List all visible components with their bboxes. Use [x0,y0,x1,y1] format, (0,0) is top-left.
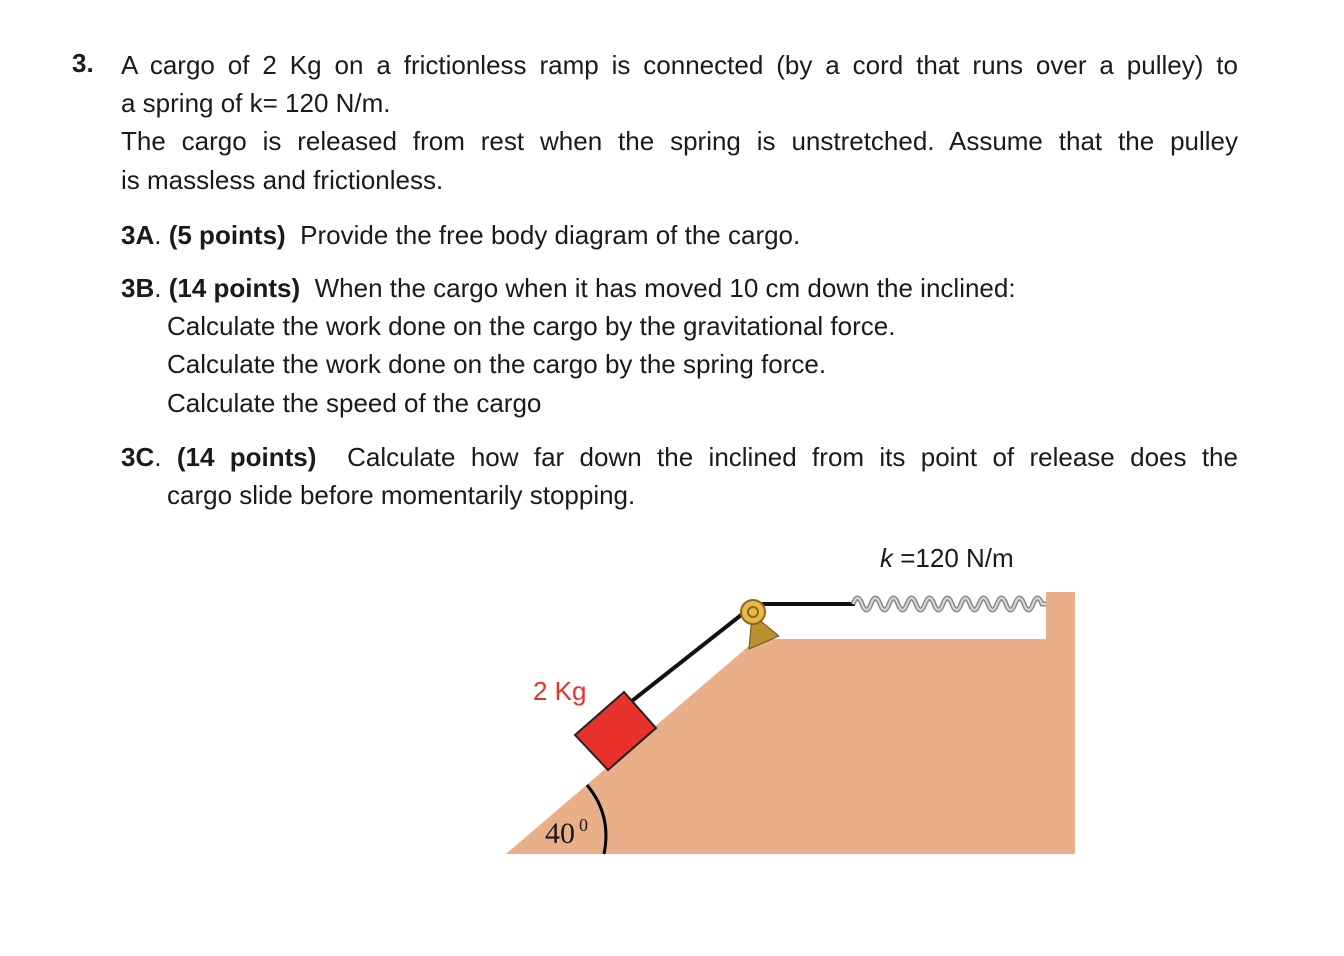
part-3c-points: (14 points) [176,442,317,472]
question-number: 3. [72,48,94,78]
part-3b-label: 3B [121,273,155,303]
part-3c-text: Calculate how far down the inclined from its point of release does the [347,442,1238,472]
angle-value: 40 [545,817,575,850]
part-3b-sub-3: Calculate the speed of the cargo [167,388,542,418]
part-3c-line-2: cargo slide before momentarily stopping. [167,480,636,510]
intro-line-3: The cargo is released from rest when the spring is unstretched. Assume that the pulley [121,126,1238,156]
spring-k-value: =120 N/m [893,543,1014,573]
spring-constant-label [880,543,1014,573]
part-3c-label: 3C [121,442,155,472]
part-3a-label: 3A [121,220,155,250]
part-3a-sep: . [154,220,162,250]
intro-line-1: A cargo of 2 Kg on a frictionless ramp is connected (by a cord that runs over a pulley) to [121,50,1238,80]
intro-line-2: a spring of k= 120 N/m. [121,88,391,118]
part-3b-sub-1: Calculate the work done on the cargo by the gravitational force. [167,311,896,341]
part-3b-sep: . [154,273,162,303]
mass-label: 2 Kg [533,676,587,706]
pulley-wheel [741,600,765,624]
spring [853,598,1046,610]
intro-line-4: is massless and frictionless. [121,165,444,195]
spring-k-symbol: k [880,543,893,573]
part-3c-sep: . [154,442,162,472]
part-3b-points: (14 points) [168,273,301,303]
part-3a-text: Provide the free body diagram of the cargo. [300,220,801,250]
part-3b-text: When the cargo when it has moved 10 cm down the inclined: [314,273,1016,303]
part-3b-sub-2: Calculate the work done on the cargo by the spring force. [167,349,827,379]
angle-degree-sup: 0 [579,815,588,835]
part-3a-points: (5 points) [168,220,286,250]
